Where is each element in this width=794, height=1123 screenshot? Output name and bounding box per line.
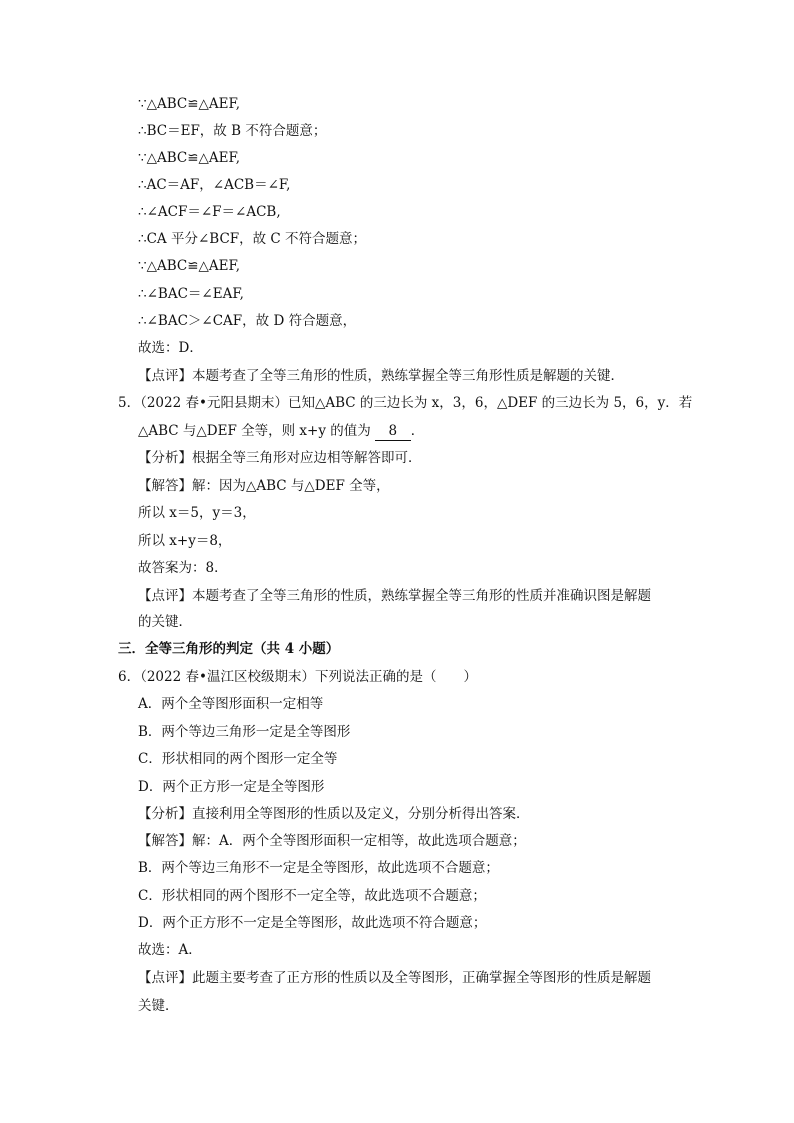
comment-line: 【点评】此题主要考查了正方形的性质以及全等图形，正确掌握全等图形的性质是解题 — [138, 970, 651, 986]
option-d: D．两个正方形一定是全等图形 — [138, 779, 325, 795]
question-6-line: 6．（2022 春•温江区校级期末）下列说法正确的是（ ） — [118, 669, 477, 685]
text-line: ∴∠ACF＝∠F＝∠ACB, — [138, 204, 281, 220]
solution-line: 【解答】解：因为△ABC 与△DEF 全等， — [138, 478, 390, 494]
text-line: ∵△ABC≌△AEF, — [138, 96, 241, 112]
question-text: △ABC 与△DEF 全等，则 x+y 的值为 — [138, 423, 371, 439]
option-c: C．形状相同的两个图形一定全等 — [138, 751, 338, 767]
text-line: B．两个等边三角形不一定是全等图形，故此选项不合题意； — [138, 860, 499, 876]
text-line: 故选：D． — [138, 340, 203, 356]
text-line: ∴∠BAC＝∠EAF, — [138, 286, 244, 302]
analysis-line: 【分析】直接利用全等图形的性质以及定义，分别分析得出答案． — [138, 806, 530, 822]
text-line: ∴AC＝AF，∠ACB＝∠F, — [138, 177, 291, 193]
question-5-line: 5．（2022 春•元阳县期末）已知△ABC 的三边长为 x，3，6，△DEF 的三边长为 5，6，y．若 — [118, 395, 693, 411]
answer-blank: 8 — [375, 422, 411, 441]
text-line: 故答案为：8． — [138, 560, 228, 576]
option-a: A．两个全等图形面积一定相等 — [138, 696, 324, 712]
text-line: ∴∠BAC＞∠CAF，故 D 符合题意， — [138, 313, 357, 329]
comment-line: 【点评】本题考查了全等三角形的性质，熟练掌握全等三角形性质是解题的关键． — [138, 368, 624, 384]
text-line: ∵△ABC≌△AEF, — [138, 150, 241, 166]
text-line: 所以 x+y＝8， — [138, 533, 232, 549]
analysis-line: 【分析】根据全等三角形对应边相等解答即可． — [138, 450, 422, 466]
question-text-end: ． — [410, 423, 425, 439]
solution-line: 【解答】解：A．两个全等图形面积一定相等，故此选项合题意； — [138, 833, 526, 849]
section-heading: 三．全等三角形的判定（共 4 小题） — [118, 641, 340, 657]
text-line: C．形状相同的两个图形不一定全等，故此选项不合题意； — [138, 888, 486, 904]
text-line: 所以 x＝5，y＝3， — [138, 505, 256, 521]
text-line: ∵△ABC≌△AEF, — [138, 258, 241, 274]
comment-line: 关键． — [138, 998, 179, 1014]
option-b: B．两个等边三角形一定是全等图形 — [138, 724, 351, 740]
text-line: 故选：A． — [138, 942, 202, 958]
comment-line: 【点评】本题考查了全等三角形的性质，熟练掌握全等三角形的性质并准确识图是解题 — [138, 588, 651, 604]
comment-line: 的关键． — [138, 614, 192, 630]
text-line: ∴BC＝EF，故 B 不符合题意； — [138, 123, 327, 139]
text-line: D．两个正方形不一定是全等图形，故此选项不符合题意； — [138, 915, 487, 931]
text-line: ∴CA 平分∠BCF，故 C 不符合题意； — [138, 231, 367, 247]
question-5-line — [138, 421, 794, 441]
